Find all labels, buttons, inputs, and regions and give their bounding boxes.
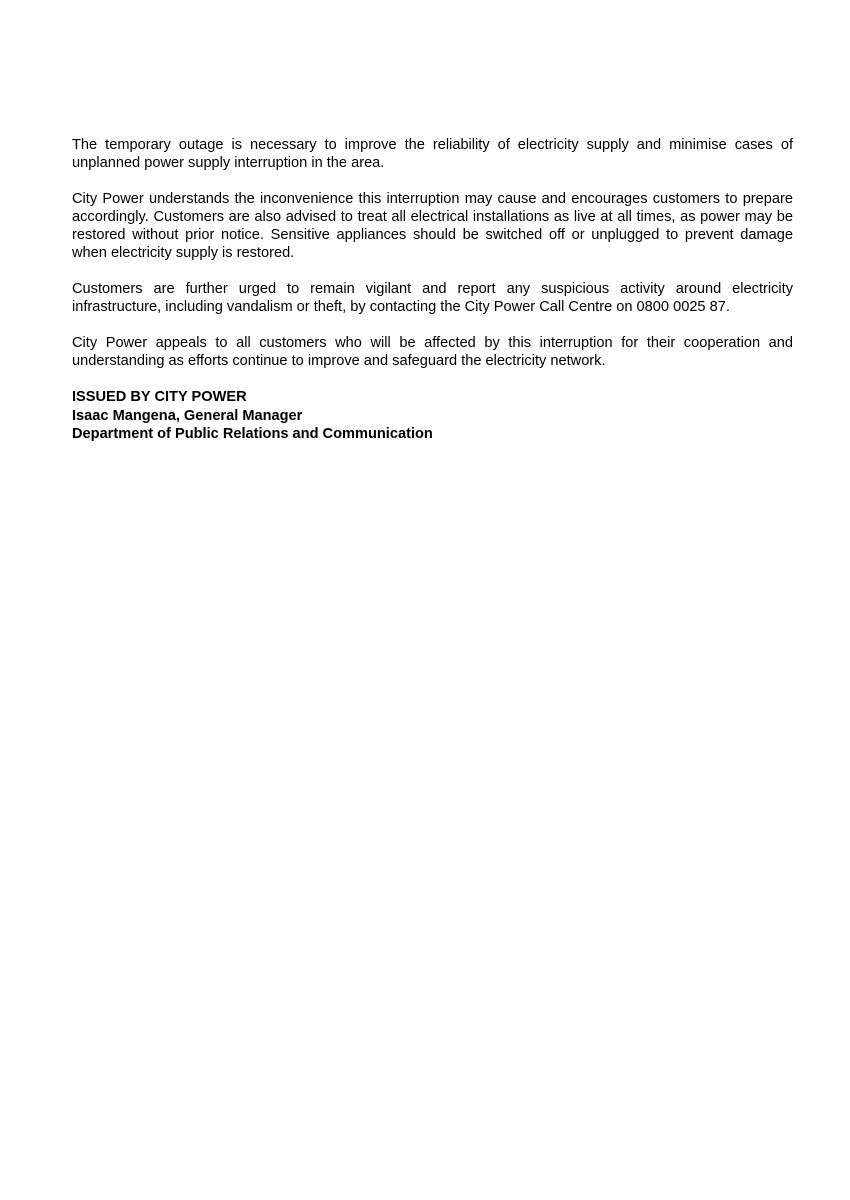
paragraph-appeal: City Power appeals to all customers who will be affected by this interruption for their cooperation and understanding as efforts continue to improve and safeguard the electricity network. (72, 335, 793, 369)
paragraph-outage-reason: The temporary outage is necessary to improve the reliability of electricity supply and minimise cases of unplanned power supply interruption in the area. (72, 137, 793, 171)
signature-block (72, 388, 793, 444)
paragraph-vigilance: Customers are further urged to remain vigilant and report any suspicious activity around electricity infrastructure, including vandalism or theft, by contacting the City Power Call Centre on 0800 0025 87. (72, 281, 793, 315)
document-body (72, 136, 793, 444)
issued-by: ISSUED BY CITY POWER (72, 389, 247, 405)
paragraph-inconvenience: City Power understands the inconvenience this interruption may cause and encourages customers to prepare accordingly. Customers are also advised to treat all electrical installations as live at all times, as power may be restored without prior notice. Sensitive appliances should be switched off or unplugged to prevent damage when electricity supply is restored. (72, 191, 793, 261)
signatory-name-title: Isaac Mangena, General Manager (72, 407, 303, 424)
signatory-department: Department of Public Relations and Communication (72, 426, 433, 442)
